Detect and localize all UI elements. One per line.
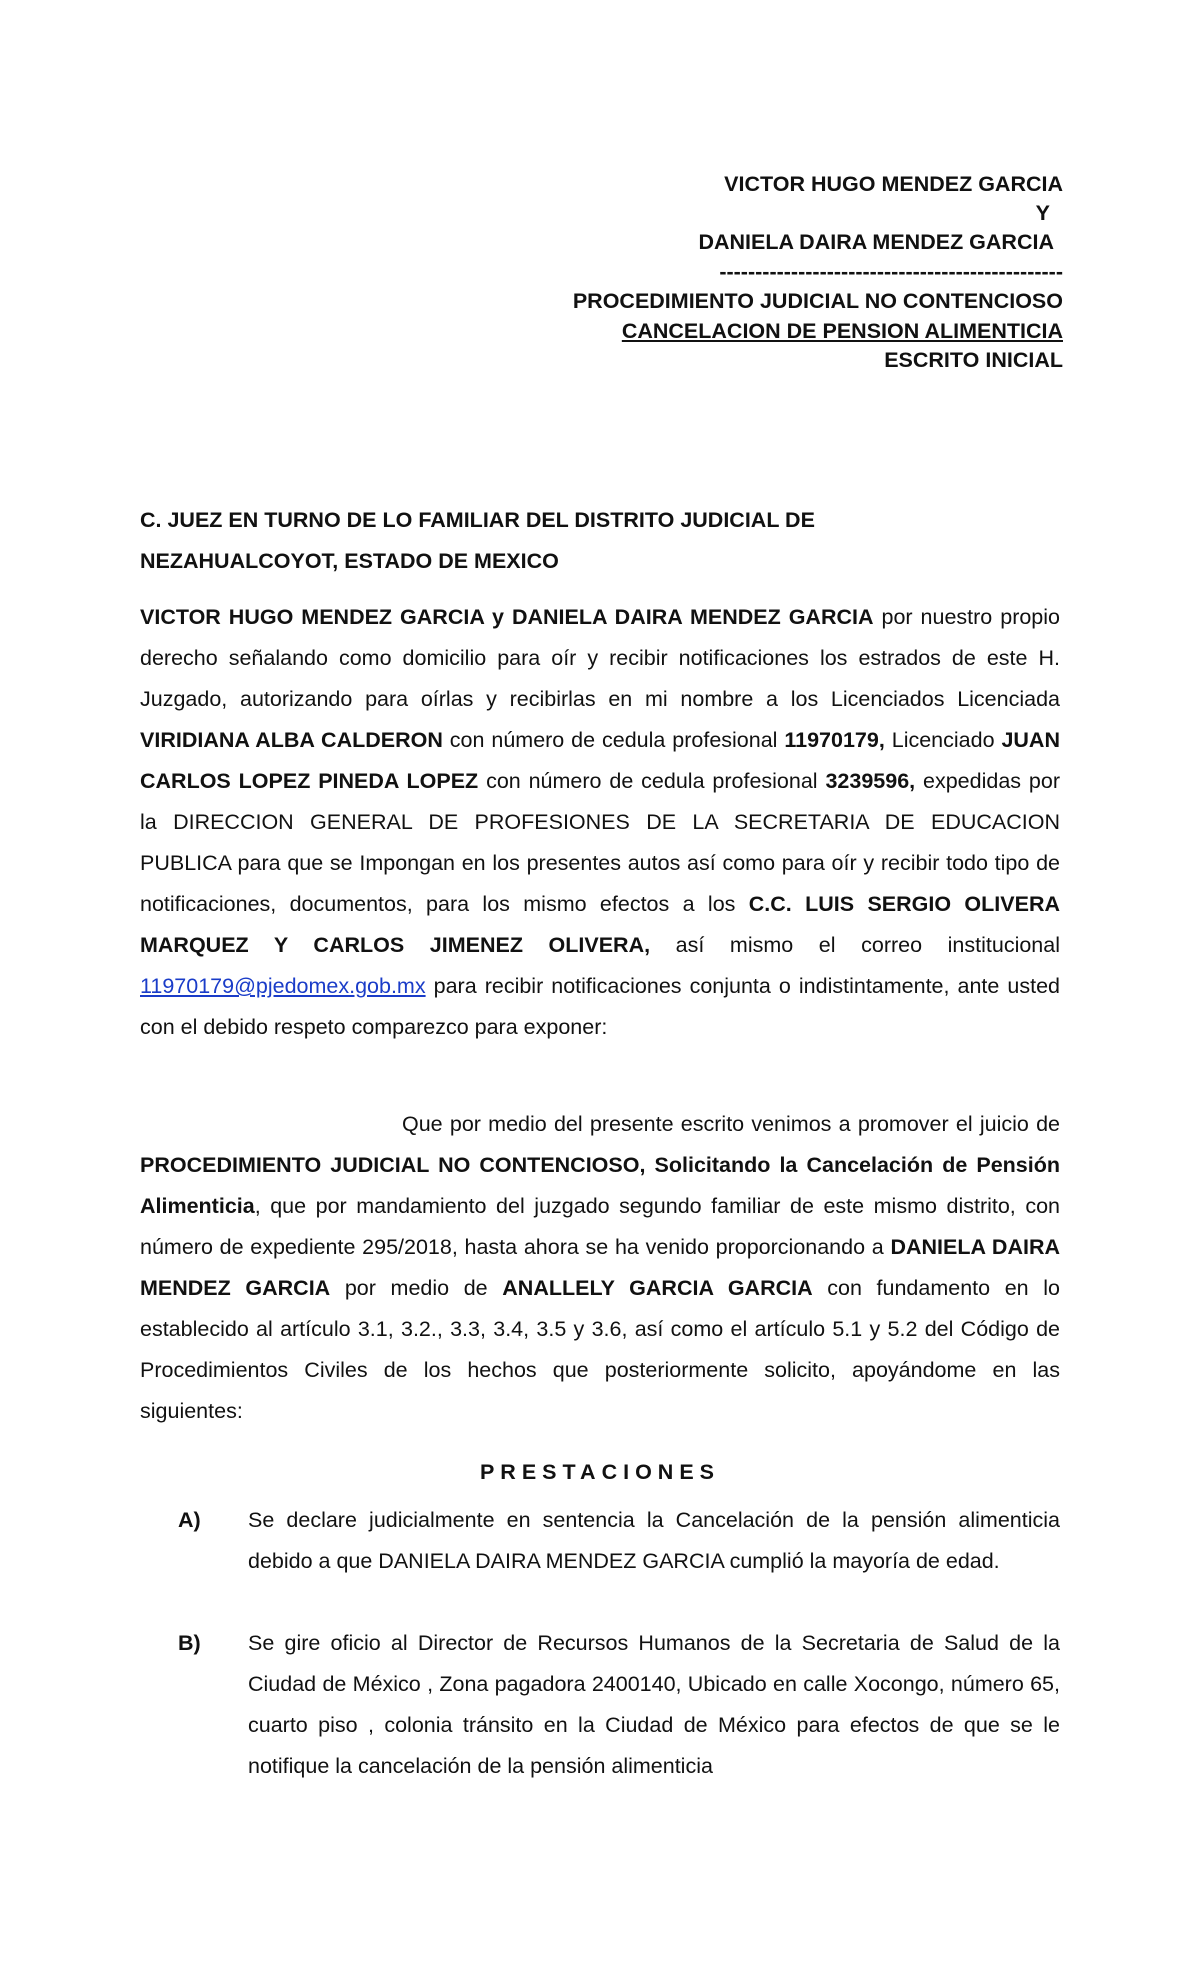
item-text: Se gire oficio al Director de Recursos Humanos de la Secretaria de Salud de la Ciudad de México , Zona pagadora 2400140, Ubicado en calle Xocongo, número 65, cuarto piso , colonia tránsito en la Ciudad de México para efectos de que se le notifique la cancelación de la pensión alimenticia — [248, 1631, 1060, 1778]
intro-authorized: C.C. LUIS SERGIO OLIVERA MARQUEZ Y CARLOS JIMENEZ OLIVERA, — [140, 892, 1060, 957]
body-text-1: Que por medio del presente escrito venimos a promover el juicio de — [402, 1112, 1060, 1136]
intro-cedula-2: 3239596, — [825, 769, 916, 793]
intro-paragraph — [140, 597, 1060, 1048]
body-text-4: con fundamento en lo establecido al artículo 3.1, 3.2., 3.3, 3.4, 3.5 y 3.6, así como el artículo 5.1 y 5.2 del Código de Procedimientos Civiles de los hechos que posteriormente solicito, apoyándome en las siguientes: — [140, 1276, 1060, 1423]
header-line-2: Y — [1035, 201, 1050, 225]
header-line-1: VICTOR HUGO MENDEZ GARCIA — [724, 172, 1063, 196]
intro-cedula-1: 11970179, — [784, 728, 885, 752]
body-text-2: , que por mandamiento del juzgado segundo familiar de este mismo distrito, con número de expediente 295/2018, hasta ahora se ha venido proporcionando a — [140, 1194, 1060, 1259]
intro-text-4: con número de cedula profesional — [478, 769, 826, 793]
body-beneficiary: DANIELA DAIRA MENDEZ GARCIA — [140, 1235, 1061, 1300]
intro-text-2: con número de cedula profesional — [442, 728, 785, 752]
intro-text-3: Licenciado — [884, 728, 1002, 752]
header-separator: ------------------------------------------------ — [719, 260, 1063, 284]
header-line-4: PROCEDIMIENTO JUDICIAL NO CONTENCIOSO — [572, 289, 1063, 313]
header-line-6: ESCRITO INICIAL — [884, 348, 1063, 372]
item-text: Se declare judicialmente en sentencia la Cancelación de la pensión alimenticia debido a que DANIELA DAIRA MENDEZ GARCIA cumplió la mayoría de edad. — [248, 1508, 1060, 1573]
email-link[interactable]: 11970179@pjedomex.gob.mx — [140, 974, 426, 998]
addressee-line-2: NEZAHUALCOYOT, ESTADO DE MEXICO — [140, 549, 559, 573]
item-label: A) — [178, 1508, 201, 1532]
item-b — [140, 1623, 1060, 1787]
intro-lawyer-2: JUAN CARLOS LOPEZ PINEDA LOPEZ — [140, 728, 1060, 793]
header-line-3: DANIELA DAIRA MENDEZ GARCIA — [698, 230, 1054, 254]
addressee-line-1: C. JUEZ EN TURNO DE LO FAMILIAR DEL DISTRITO JUDICIAL DE — [140, 508, 815, 532]
body-procedure: PROCEDIMIENTO JUDICIAL NO CONTENCIOSO, Solicitando la Cancelación de Pensión Alimenticia — [140, 1153, 1060, 1218]
item-a — [140, 1500, 1060, 1582]
intro-text-7: para recibir notificaciones conjunta o indistintamente, ante usted con el debido respeto comparezco para exponer: — [140, 974, 1060, 1039]
body-payer: ANALLELY GARCIA GARCIA — [502, 1276, 813, 1300]
body-text-3: por medio de — [330, 1276, 503, 1300]
intro-lawyer-1: VIRIDIANA ALBA CALDERON — [140, 728, 443, 752]
header-line-5: CANCELACION DE PENSION ALIMENTICIA — [621, 319, 1063, 343]
body-paragraph — [140, 1104, 1060, 1432]
section-title: PRESTACIONES — [479, 1460, 721, 1484]
item-label: B) — [178, 1631, 201, 1655]
intro-text-6: así mismo el correo institucional — [650, 933, 1060, 957]
intro-text-5: expedidas por la DIRECCION GENERAL DE PROFESIONES DE LA SECRETARIA DE EDUCACION PUBLICA para que se Impongan en los presentes autos así como para oír y recibir todo tipo de notificaciones, documentos, para los mismo efectos a los — [140, 769, 1060, 916]
intro-text-1: por nuestro propio derecho señalando como domicilio para oír y recibir notificaciones los estrados de este H. Juzgado, autorizando para oírlas y recibirlas en mi nombre a los Licenciados Licenciada — [140, 605, 1060, 711]
intro-parties: VICTOR HUGO MENDEZ GARCIA y DANIELA DAIRA MENDEZ GARCIA — [140, 605, 874, 629]
